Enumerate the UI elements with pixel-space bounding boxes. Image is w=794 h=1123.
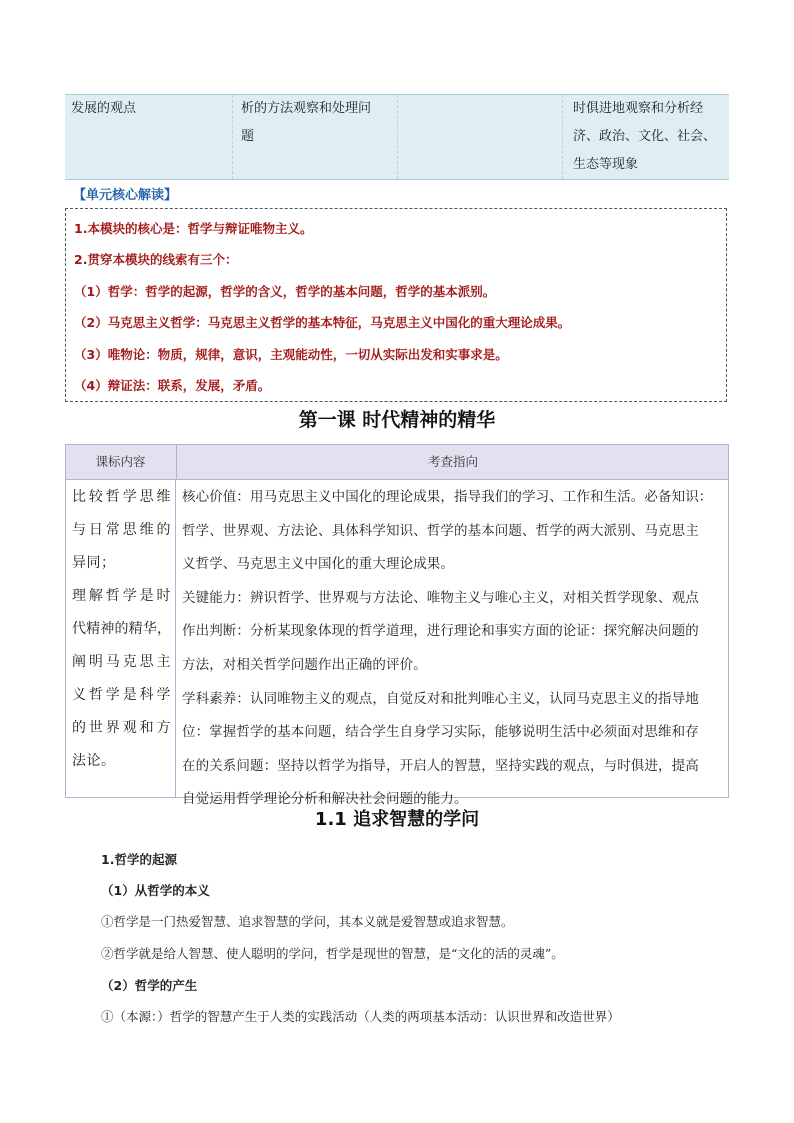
- unit-core-label: 【单元核心解读】: [73, 188, 178, 203]
- paragraph: ①哲学是一门热爱智慧、追求智慧的学问，其本义就是爱智慧或追求智慧。: [101, 914, 514, 929]
- subheading-emergence: （2）哲学的产生: [101, 978, 198, 993]
- cell-line: 哲学、世界观、方法论、具体科学知识、哲学的基本问题、哲学的两大派别、马克思主: [182, 522, 699, 539]
- table-cell-text: 生态等现象: [573, 157, 639, 172]
- heading-origin: 1.哲学的起源: [101, 852, 177, 867]
- cell-line: 理解哲学是时: [72, 588, 171, 604]
- section-title: 1.1 追求智慧的学问: [314, 809, 480, 830]
- cell-line: 自觉运用哲学理论分析和解决社会问题的能力。: [182, 791, 468, 808]
- table-cell-text: 发展的观点: [71, 101, 137, 116]
- header-curriculum-content: 课标内容: [95, 454, 146, 469]
- table-cell: [397, 95, 562, 179]
- cell-line: 比较哲学思维: [72, 489, 171, 505]
- core-line: （1）哲学：哲学的起源，哲学的含义，哲学的基本问题，哲学的基本派别。: [74, 284, 496, 299]
- cell-line: 关键能力：辨识哲学、世界观与方法论、唯物主义与唯心主义，对相关哲学现象、观点: [182, 589, 699, 606]
- table-cell: [562, 95, 729, 179]
- standards-table: [65, 444, 729, 808]
- table-cell-text: 时俱进地观察和分析经: [573, 101, 704, 116]
- curriculum-content-cell: [66, 480, 176, 797]
- cell-line: 阐明马克思主: [72, 654, 171, 670]
- core-line: （3）唯物论：物质，规律，意识，主观能动性，一切从实际出发和实事求是。: [74, 347, 508, 362]
- table-cell-text: 题: [241, 129, 255, 144]
- subheading-meaning: （1）从哲学的本义: [101, 883, 210, 898]
- table-header: [66, 445, 728, 480]
- paragraph: ②哲学就是给人智慧、使人聪明的学问，哲学是现世的智慧，是“文化的活的灵魂”。: [101, 946, 564, 961]
- cell-line: 核心价值：用马克思主义中国化的理论成果，指导我们的学习、工作和生活。必备知识：: [182, 489, 713, 505]
- header-exam-focus: 考查指向: [176, 445, 729, 479]
- table-cell: [65, 95, 225, 179]
- table-cell-text: 析的方法观察和处理问: [241, 101, 372, 116]
- core-line: （2）马克思主义哲学：马克思主义哲学的基本特征，马克思主义中国化的重大理论成果。: [74, 315, 571, 330]
- cell-line: 作出判断：分析某现象体现的哲学道理，进行理论和事实方面的论证：探究解决问题的: [182, 623, 699, 640]
- core-line: 1.本模块的核心是：哲学与辩证唯物主义。: [74, 221, 313, 236]
- cell-line: 学科素养：认同唯物主义的观点，自觉反对和批判唯心主义，认同马克思主义的指导地: [182, 690, 699, 707]
- cell-line: 在的关系问题：坚持以哲学为指导，开启人的智慧，坚持实践的观点，与时俱进，提高: [182, 757, 699, 774]
- table-cell-text: 济、政治、文化、社会、: [573, 129, 717, 144]
- cell-line: 异同；: [72, 555, 116, 571]
- paragraph: ①（本源：）哲学的智慧产生于人类的实践活动（人类的两项基本活动：认识世界和改造世界）: [101, 1009, 620, 1024]
- table-cell: [232, 95, 397, 179]
- cell-line: 义哲学、马克思主义中国化的重大理论成果。: [182, 556, 454, 573]
- cell-line: 与日常思维的: [72, 522, 171, 538]
- cell-line: 法论。: [72, 753, 116, 769]
- unit-core-box: [65, 208, 727, 402]
- cell-line: 代精神的精华，: [72, 621, 171, 637]
- exam-focus-cell: [182, 480, 723, 808]
- cell-line: 方法，对相关哲学问题作出正确的评价。: [182, 656, 427, 673]
- cell-line: 义哲学是科学: [72, 687, 171, 703]
- curriculum-table-fragment: [65, 94, 729, 180]
- cell-line: 位：掌握哲学的基本问题，结合学生自身学习实际，能够说明生活中必须面对思维和存: [182, 724, 699, 741]
- core-line: 2.贯穿本模块的线索有三个：: [74, 252, 238, 267]
- cell-line: 的世界观和方: [72, 720, 171, 736]
- lesson-title: 第一课 时代精神的精华: [298, 409, 496, 431]
- core-line: （4）辩证法：联系，发展，矛盾。: [74, 378, 271, 393]
